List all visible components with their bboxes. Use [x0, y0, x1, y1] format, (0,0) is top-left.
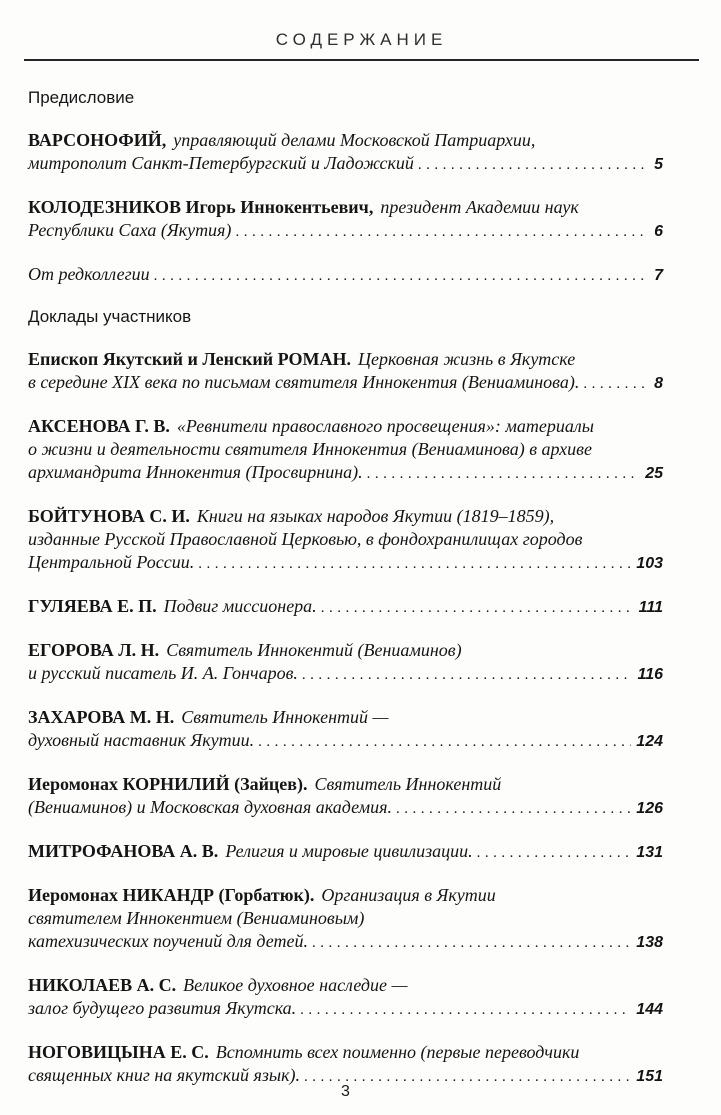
- entry-page-number: 111: [638, 599, 663, 616]
- toc-entry-aksenova: [28, 415, 663, 486]
- entry-page-number: 151: [636, 1068, 663, 1085]
- entry-page-number: 131: [636, 844, 663, 861]
- entry-page-number: 126: [636, 800, 663, 817]
- entry-author: НИКОЛАЕВ А. С.: [28, 975, 177, 995]
- dot-leader: [396, 796, 631, 821]
- dot-leader: [321, 595, 634, 620]
- entry-page-number: 124: [636, 733, 663, 750]
- entry-title: Подвиг миссионера.: [163, 596, 317, 616]
- page-number: 3: [341, 1083, 350, 1100]
- dot-leader: [198, 551, 631, 576]
- dot-leader: [154, 263, 650, 288]
- dot-leader: [300, 997, 631, 1022]
- entry-author: МИТРОФАНОВА А. В.: [28, 841, 219, 861]
- entry-title: Церковная жизнь в Якутске: [358, 349, 576, 369]
- entry-title-cont: Центральной России.: [28, 552, 195, 572]
- dot-leader: [418, 152, 649, 177]
- entry-author: АКСЕНОВА Г. В.: [28, 416, 170, 436]
- section-label-reports: Доклады участников: [28, 307, 192, 326]
- entry-author: ГУЛЯЕВА Е. П.: [28, 596, 157, 616]
- entry-title: Великое духовное наследие —: [183, 975, 408, 995]
- entry-page-number: 8: [654, 375, 663, 392]
- dot-leader: [302, 662, 633, 687]
- entry-author: Иеромонах НИКАНДР (Горбатюк).: [28, 885, 315, 905]
- dot-leader: [258, 729, 631, 754]
- entry-author: Епископ Якутский и Ленский РОМАН.: [28, 349, 352, 369]
- entry-page-number: 25: [645, 465, 663, 482]
- entry-title-cont: в середине XIX века по письмам святителя Иннокентия (Вениаминова).: [28, 372, 580, 392]
- entry-page-number: 6: [654, 223, 663, 240]
- toc-entry-kolodeznikov: [28, 196, 663, 244]
- entry-author: ЕГОРОВА Л. Н.: [28, 640, 160, 660]
- toc-entry-zakharova: [28, 706, 663, 754]
- entry-title: Организация в Якутии: [321, 885, 496, 905]
- entry-title: Религия и мировые цивилизации.: [225, 841, 473, 861]
- entry-page-number: 103: [636, 555, 663, 572]
- entry-title-cont: Республики Саха (Якутия): [28, 220, 232, 240]
- toc-entry-gulyaeva: [28, 595, 663, 620]
- dot-leader: [235, 219, 649, 244]
- dot-leader: [312, 930, 631, 955]
- entry-title-cont: святителем Иннокентием (Вениаминовым): [28, 908, 365, 928]
- toc-entry-roman: [28, 348, 663, 396]
- section-label-preface: Предисловие: [28, 88, 135, 107]
- toc-entry-nikolaev: [28, 974, 663, 1022]
- entry-title-cont: духовный наставник Якутии.: [28, 730, 255, 750]
- entry-page-number: 116: [637, 666, 663, 683]
- entry-title-cont: митрополит Санкт-Петербургский и Ладожский: [28, 153, 414, 173]
- toc-entry-korniliy: [28, 773, 663, 821]
- entry-title-cont: архимандрита Иннокентия (Просвирнина).: [28, 462, 363, 482]
- toc-content: [28, 88, 663, 1089]
- header-rule: [24, 59, 699, 61]
- entry-title: Святитель Иннокентий —: [181, 707, 389, 727]
- toc-entry-varsonofiy: [28, 129, 663, 177]
- entry-title-cont: изданные Русской Православной Церковью, в фондохранилищах городов: [28, 529, 583, 549]
- dot-leader: [367, 461, 641, 486]
- entry-title: Святитель Иннокентий: [314, 774, 502, 794]
- entry-title-cont: о жизни и деятельности святителя Иннокентия (Вениаминова) в архиве: [28, 439, 592, 459]
- entry-title-cont: священных книг на якутский язык).: [28, 1065, 300, 1085]
- entry-title: От редколлегии: [28, 264, 150, 284]
- entry-title-cont: (Вениаминов) и Московская духовная академия.: [28, 797, 392, 817]
- toc-entry-nogovitsyna: [28, 1041, 663, 1089]
- toc-entry-mitrofanova: [28, 840, 663, 865]
- page-title: СОДЕРЖАНИЕ: [275, 30, 448, 49]
- entry-author: ЗАХАРОВА М. Н.: [28, 707, 175, 727]
- entry-title: Святитель Иннокентий (Вениаминов): [166, 640, 462, 660]
- entry-title: президент Академии наук: [380, 197, 579, 217]
- entry-author: ВАРСОНОФИЙ,: [28, 130, 167, 150]
- page-header: [24, 30, 699, 61]
- entry-author: БОЙТУНОВА С. И.: [28, 506, 190, 526]
- entry-page-number: 5: [654, 156, 663, 173]
- entry-page-number: 7: [654, 267, 663, 284]
- toc-entry-egorova: [28, 639, 663, 687]
- entry-title: управляющий делами Московской Патриархии,: [173, 130, 536, 150]
- toc-entry-boytunova: [28, 505, 663, 576]
- entry-author: Иеромонах КОРНИЛИЙ (Зайцев).: [28, 774, 308, 794]
- toc-entry-editorial: [28, 263, 663, 288]
- entry-title: Книги на языках народов Якутии (1819–1859),: [196, 506, 555, 526]
- entry-author: НОГОВИЦЫНА Е. С.: [28, 1042, 209, 1062]
- entry-title-cont: залог будущего развития Якутска.: [28, 998, 297, 1018]
- dot-leader: [583, 371, 649, 396]
- entry-page-number: 144: [636, 1001, 663, 1018]
- entry-page-number: 138: [636, 934, 663, 951]
- entry-title-cont: и русский писатель И. А. Гончаров.: [28, 663, 298, 683]
- entry-title: Вспомнить всех поименно (первые переводчики: [215, 1042, 580, 1062]
- entry-author: КОЛОДЕЗНИКОВ Игорь Иннокентьевич,: [28, 197, 374, 217]
- toc-entry-nikandr: [28, 884, 663, 955]
- dot-leader: [477, 840, 632, 865]
- entry-title-cont: катехизических поучений для детей.: [28, 931, 308, 951]
- entry-title: «Ревнители православного просвещения»: материалы: [176, 416, 594, 436]
